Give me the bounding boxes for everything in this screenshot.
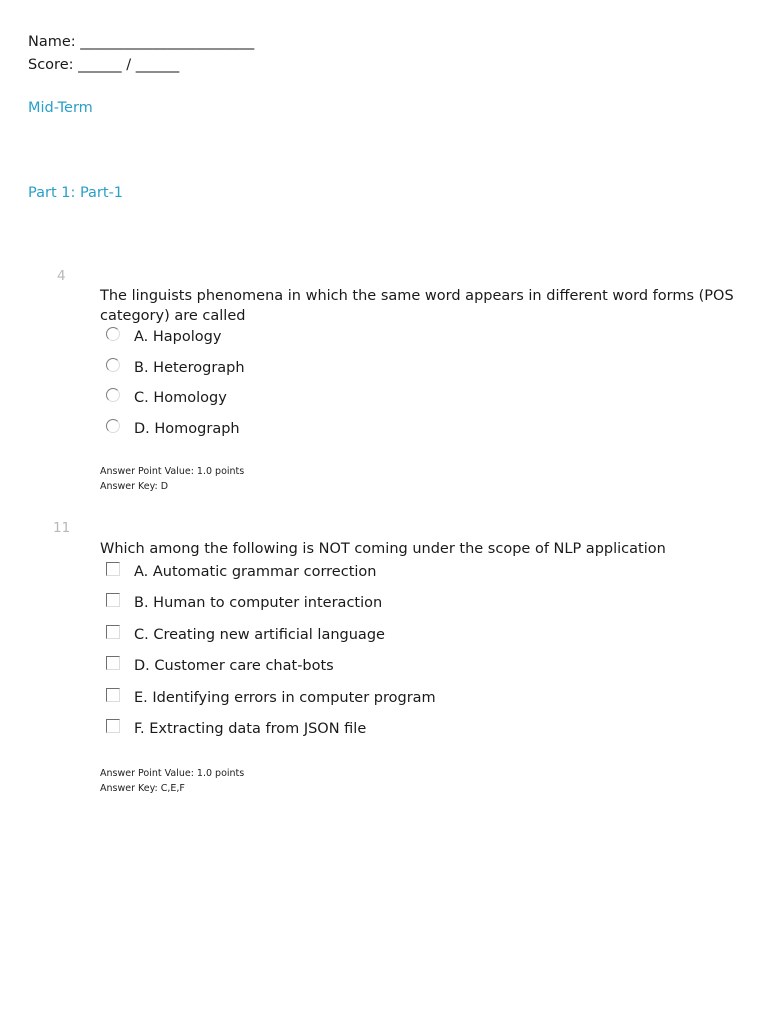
checkbox[interactable] [106, 562, 120, 576]
answer-point-value: Answer Point Value: 1.0 points [100, 466, 245, 477]
option-label: B. Human to computer interaction [134, 595, 383, 611]
option-label: D. Homograph [134, 421, 240, 437]
part-heading: Part 1: Part-1 [28, 185, 124, 201]
answer-point-value: Answer Point Value: 1.0 points [100, 768, 245, 779]
radio-button[interactable] [106, 388, 120, 402]
score-field-line: Score: ______ / ______ [28, 57, 180, 73]
option-label: D. Customer care chat-bots [134, 658, 334, 674]
question-number: 11 [53, 520, 71, 536]
checkbox[interactable] [106, 625, 120, 639]
checkbox[interactable] [106, 719, 120, 733]
question-text: The linguists phenomena in which the same word appears in different word forms (POS category) are called [100, 288, 734, 324]
exam-title: Mid-Term [28, 100, 93, 116]
option-label: C. Homology [134, 390, 227, 406]
question-text: Which among the following is NOT coming under the scope of NLP application [100, 541, 666, 557]
question-number: 4 [57, 268, 66, 284]
option-label: A. Automatic grammar correction [134, 564, 377, 580]
option-label: C. Creating new artificial language [134, 627, 385, 643]
checkbox[interactable] [106, 593, 120, 607]
answer-key: Answer Key: C,E,F [100, 783, 185, 794]
option-label: B. Heterograph [134, 360, 245, 376]
checkbox[interactable] [106, 656, 120, 670]
option-label: A. Hapology [134, 329, 222, 345]
answer-key: Answer Key: D [100, 481, 169, 492]
radio-button[interactable] [106, 327, 120, 341]
radio-button[interactable] [106, 419, 120, 433]
name-field-line: Name: ________________________ [28, 34, 255, 50]
checkbox[interactable] [106, 688, 120, 702]
radio-button[interactable] [106, 358, 120, 372]
option-label: F. Extracting data from JSON file [134, 721, 367, 737]
option-label: E. Identifying errors in computer program [134, 690, 436, 706]
